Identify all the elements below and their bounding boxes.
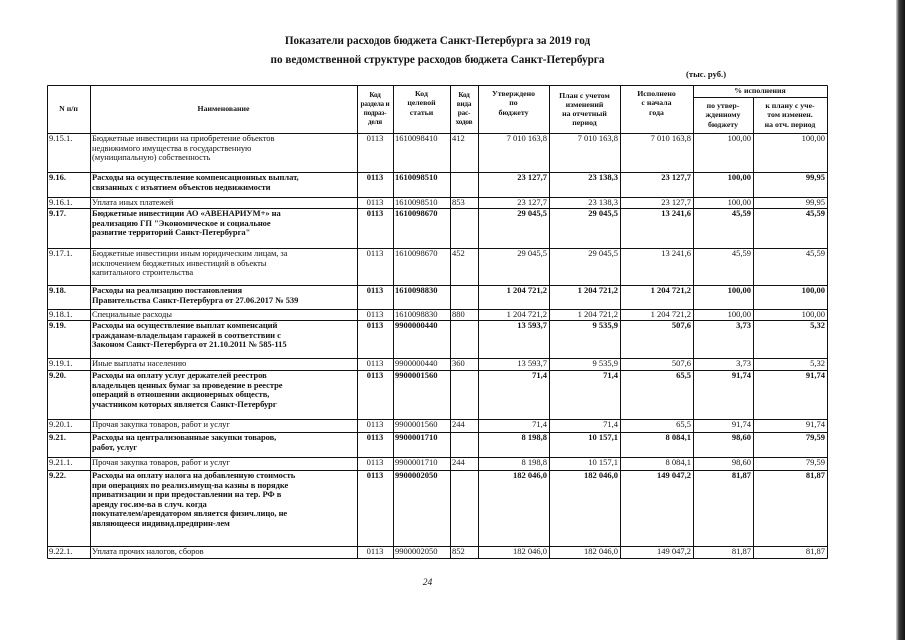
cell-plan: 71,4 <box>603 420 618 429</box>
cell-type-code: 452 <box>452 249 465 258</box>
cell-section-code: 0113 <box>366 134 384 143</box>
cell-name: Бюджетные инвестиции иным юридическим лицам, за исключением бюджетных инвестиций в объекты капитального строительства <box>92 249 288 278</box>
cell-pct-plan: 79,59 <box>805 433 825 442</box>
cell-approved: 1 204 721,2 <box>506 286 547 295</box>
cell-plan: 29 045,5 <box>588 209 618 218</box>
cell-plan: 9 535,9 <box>592 359 618 368</box>
cell-approved: 8 198,8 <box>521 458 547 467</box>
cell-approved: 23 127,7 <box>517 198 547 207</box>
cell-section-code: 0113 <box>366 547 384 556</box>
table-row <box>47 285 827 309</box>
table-row <box>47 457 827 470</box>
cell-num: 9.22.1. <box>49 547 73 556</box>
cell-target-code: 9900001710 <box>395 433 438 442</box>
cell-pct-plan: 91,74 <box>805 420 825 429</box>
cell-executed: 8 084,1 <box>665 433 691 442</box>
cell-pct-budget: 91,74 <box>731 420 751 429</box>
cell-type-code: 880 <box>452 310 465 319</box>
cell-target-code: 1610098670 <box>395 249 438 258</box>
cell-executed: 507,6 <box>671 359 691 368</box>
table-row <box>47 432 827 457</box>
cell-pct-plan: 45,59 <box>805 209 825 218</box>
cell-pct-budget: 45,59 <box>731 249 751 258</box>
cell-pct-budget: 81,87 <box>731 471 751 480</box>
cell-section-code: 0113 <box>366 359 384 368</box>
cell-target-code: 1610098510 <box>395 173 438 182</box>
table-row <box>47 358 827 370</box>
cell-num: 9.16. <box>49 173 66 182</box>
cell-plan: 182 046,0 <box>584 547 618 556</box>
cell-plan: 9 535,9 <box>592 321 618 330</box>
cell-executed: 13 241,6 <box>661 209 691 218</box>
cell-section-code: 0113 <box>366 458 384 467</box>
cell-pct-budget: 45,59 <box>731 209 751 218</box>
cell-section-code: 0113 <box>366 321 384 330</box>
header-type-code: Код вида рас- ходов <box>455 90 473 127</box>
cell-plan: 23 138,3 <box>588 173 618 182</box>
cell-target-code: 1610098670 <box>395 209 438 218</box>
cell-type-code: 412 <box>452 134 465 143</box>
cell-num: 9.17.1. <box>49 249 73 258</box>
header-pct-plan: к плану с уче- том изменен. на отч. период <box>764 101 816 129</box>
cell-approved: 13 593,7 <box>517 359 547 368</box>
cell-section-code: 0113 <box>366 173 384 182</box>
cell-plan: 10 157,1 <box>588 458 618 467</box>
cell-section-code: 0113 <box>366 420 384 429</box>
cell-plan: 10 157,1 <box>588 433 618 442</box>
cell-name: Бюджетные инвестиции на приобретение объектов недвижимого имущества в государственную (муниципальную) собственность <box>92 134 275 163</box>
cell-executed: 149 047,2 <box>657 471 691 480</box>
units-label: (тыс. руб.) <box>686 69 727 79</box>
cell-approved: 29 045,5 <box>517 209 547 218</box>
cell-name: Расходы на оплату услуг держателей реестров владельцев ценных бумаг за проведение в реестре операций в отношении акционерных обществ, участником которых является Санкт-Петербург <box>92 371 283 409</box>
cell-num: 9.22. <box>49 471 66 480</box>
cell-pct-plan: 100,00 <box>801 134 825 143</box>
cell-name: Специальные расходы <box>92 310 172 319</box>
cell-section-code: 0113 <box>366 198 384 207</box>
cell-executed: 65,5 <box>676 420 691 429</box>
table-row <box>47 309 827 320</box>
cell-plan: 1 204 721,2 <box>577 310 618 319</box>
cell-pct-plan: 81,87 <box>805 471 825 480</box>
cell-executed: 149 047,2 <box>657 547 691 556</box>
cell-target-code: 1610098410 <box>395 134 438 143</box>
cell-pct-budget: 3,73 <box>736 321 751 330</box>
cell-num: 9.15.1. <box>49 134 73 143</box>
cell-target-code: 9900001560 <box>395 420 438 429</box>
cell-name: Прочая закупка товаров, работ и услуг <box>92 420 230 429</box>
cell-pct-plan: 99,95 <box>805 198 825 207</box>
cell-approved: 8 198,8 <box>521 433 547 442</box>
cell-pct-budget: 3,73 <box>736 359 751 368</box>
scan-border <box>896 0 905 640</box>
cell-executed: 7 010 163,8 <box>650 134 691 143</box>
cell-name: Расходы на оплату налога на добавленную стоимость при операциях по реализ.имущ-ва казны в порядке приватизации и при предоставлении на тер. РФ в аренду гос.им-ва в случ. когда покупателем/арендатором является физич.лицо, не являющееся индивид.предприн-лем <box>92 471 296 528</box>
document-title-line-1: Показатели расходов бюджета Санкт-Петербурга за 2019 год <box>284 35 591 47</box>
page-number: 24 <box>422 578 433 588</box>
cell-section-code: 0113 <box>366 209 384 218</box>
cell-section-code: 0113 <box>366 286 384 295</box>
cell-pct-plan: 81,87 <box>805 547 825 556</box>
cell-section-code: 0113 <box>366 433 384 442</box>
cell-executed: 13 241,6 <box>661 249 691 258</box>
cell-name: Бюджетные инвестиции АО «АВЕНАРИУМ+» на реализацию ГП "Экономическое и социальное развитие территорий Санкт-Петербурга" <box>92 209 281 238</box>
cell-executed: 1 204 721,2 <box>650 310 691 319</box>
cell-pct-plan: 100,00 <box>801 310 825 319</box>
cell-name: Расходы на осуществление компенсационных выплат, связанных с изъятием объектов недвижимости <box>92 173 299 192</box>
cell-type-code: 244 <box>452 458 465 467</box>
cell-pct-plan: 99,95 <box>805 173 825 182</box>
cell-num: 9.21.1. <box>49 458 73 467</box>
cell-pct-budget: 100,00 <box>727 198 751 207</box>
cell-type-code: 360 <box>452 359 465 368</box>
cell-pct-plan: 5,32 <box>810 359 825 368</box>
cell-name: Расходы на осуществление выплат компенсаций гражданам-владельцам гаражей в соответствии с Законом Санкт-Петербурга от 21.10.2011 № 585-115 <box>92 321 287 350</box>
cell-name: Расходы на централизованные закупки товаров, работ, услуг <box>92 433 277 452</box>
cell-plan: 182 046,0 <box>584 471 618 480</box>
cell-num: 9.16.1. <box>49 198 73 207</box>
cell-type-code: 852 <box>452 547 465 556</box>
cell-pct-plan: 100,00 <box>801 286 825 295</box>
cell-target-code: 9900002050 <box>395 471 438 480</box>
cell-pct-budget: 100,00 <box>727 134 751 143</box>
header-approved: Утверждено по бюджету <box>491 89 535 117</box>
table-row <box>47 172 827 197</box>
cell-plan: 1 204 721,2 <box>577 286 618 295</box>
cell-executed: 1 204 721,2 <box>650 286 691 295</box>
table-row <box>47 546 827 558</box>
cell-plan: 29 045,5 <box>588 249 618 258</box>
header-name: Наименование <box>197 104 250 114</box>
cell-approved: 29 045,5 <box>517 249 547 258</box>
cell-type-code: 244 <box>452 420 465 429</box>
cell-num: 9.20.1. <box>49 420 73 429</box>
cell-executed: 507,6 <box>671 321 691 330</box>
cell-approved: 182 046,0 <box>513 547 547 556</box>
table-row <box>47 370 827 419</box>
cell-pct-budget: 91,74 <box>731 371 751 380</box>
cell-num: 9.18. <box>49 286 66 295</box>
cell-pct-budget: 81,87 <box>731 547 751 556</box>
cell-target-code: 9900002050 <box>395 547 438 556</box>
cell-approved: 182 046,0 <box>513 471 547 480</box>
cell-pct-plan: 91,74 <box>805 371 825 380</box>
cell-approved: 71,4 <box>532 420 547 429</box>
header-num: N п/п <box>59 104 78 114</box>
cell-num: 9.19.1. <box>49 359 73 368</box>
cell-target-code: 9900000440 <box>395 359 438 368</box>
cell-section-code: 0113 <box>366 249 384 258</box>
cell-executed: 8 084,1 <box>665 458 691 467</box>
cell-approved: 71,4 <box>532 371 547 380</box>
cell-num: 9.18.1. <box>49 310 73 319</box>
cell-num: 9.17. <box>49 209 66 218</box>
cell-approved: 1 204 721,2 <box>506 310 547 319</box>
cell-pct-budget: 98,60 <box>731 458 751 467</box>
table-row <box>47 248 827 285</box>
cell-type-code: 853 <box>452 198 465 207</box>
cell-pct-plan: 45,59 <box>805 249 825 258</box>
cell-pct-plan: 79,59 <box>805 458 825 467</box>
cell-name: Уплата прочих налогов, сборов <box>92 547 204 556</box>
cell-approved: 23 127,7 <box>517 173 547 182</box>
cell-name: Прочая закупка товаров, работ и услуг <box>92 458 230 467</box>
cell-pct-budget: 100,00 <box>727 286 751 295</box>
table-row <box>47 419 827 432</box>
cell-name: Расходы на реализацию постановления Правительства Санкт-Петербурга от 27.06.2017 № 539 <box>92 286 299 305</box>
table-row <box>47 133 827 172</box>
cell-plan: 23 138,3 <box>588 198 618 207</box>
header-section-code: Код раздела и подраз- деля <box>360 90 390 127</box>
cell-target-code: 1610098510 <box>395 198 438 207</box>
cell-executed: 23 127,7 <box>661 173 691 182</box>
cell-target-code: 9900000440 <box>395 321 438 330</box>
cell-target-code: 1610098830 <box>395 286 438 295</box>
header-pct-budget: по утвер- жденному бюджету <box>705 101 741 129</box>
cell-name: Уплата иных платежей <box>92 198 174 207</box>
cell-num: 9.21. <box>49 433 66 442</box>
header-pct-group: % исполнения <box>734 86 786 96</box>
cell-target-code: 9900001710 <box>395 458 438 467</box>
cell-num: 9.20. <box>49 371 66 380</box>
cell-target-code: 1610098830 <box>395 310 438 319</box>
cell-plan: 71,4 <box>603 371 618 380</box>
cell-section-code: 0113 <box>366 371 384 380</box>
header-target-code: Код целевой статьи <box>407 89 436 117</box>
cell-pct-budget: 100,00 <box>727 310 751 319</box>
cell-executed: 23 127,7 <box>661 198 691 207</box>
cell-num: 9.19. <box>49 321 66 330</box>
table-row <box>47 197 827 208</box>
cell-executed: 65,5 <box>676 371 691 380</box>
cell-target-code: 9900001560 <box>395 371 438 380</box>
table-row <box>47 470 827 546</box>
header-plan: План с учетом изменений на отчетный период <box>559 90 610 128</box>
cell-pct-budget: 98,60 <box>731 433 751 442</box>
table-row <box>47 320 827 358</box>
cell-pct-budget: 100,00 <box>727 173 751 182</box>
cell-pct-plan: 5,32 <box>810 321 825 330</box>
cell-section-code: 0113 <box>366 310 384 319</box>
cell-approved: 13 593,7 <box>517 321 547 330</box>
table-row <box>47 208 827 248</box>
header-executed: Исполнено с начала года <box>637 89 676 117</box>
cell-approved: 7 010 163,8 <box>506 134 547 143</box>
document-title-line-2: по ведомственной структуре расходов бюджета Санкт-Петербурга <box>270 54 605 66</box>
cell-section-code: 0113 <box>366 471 384 480</box>
cell-name: Иные выплаты населению <box>92 359 187 368</box>
cell-plan: 7 010 163,8 <box>577 134 618 143</box>
